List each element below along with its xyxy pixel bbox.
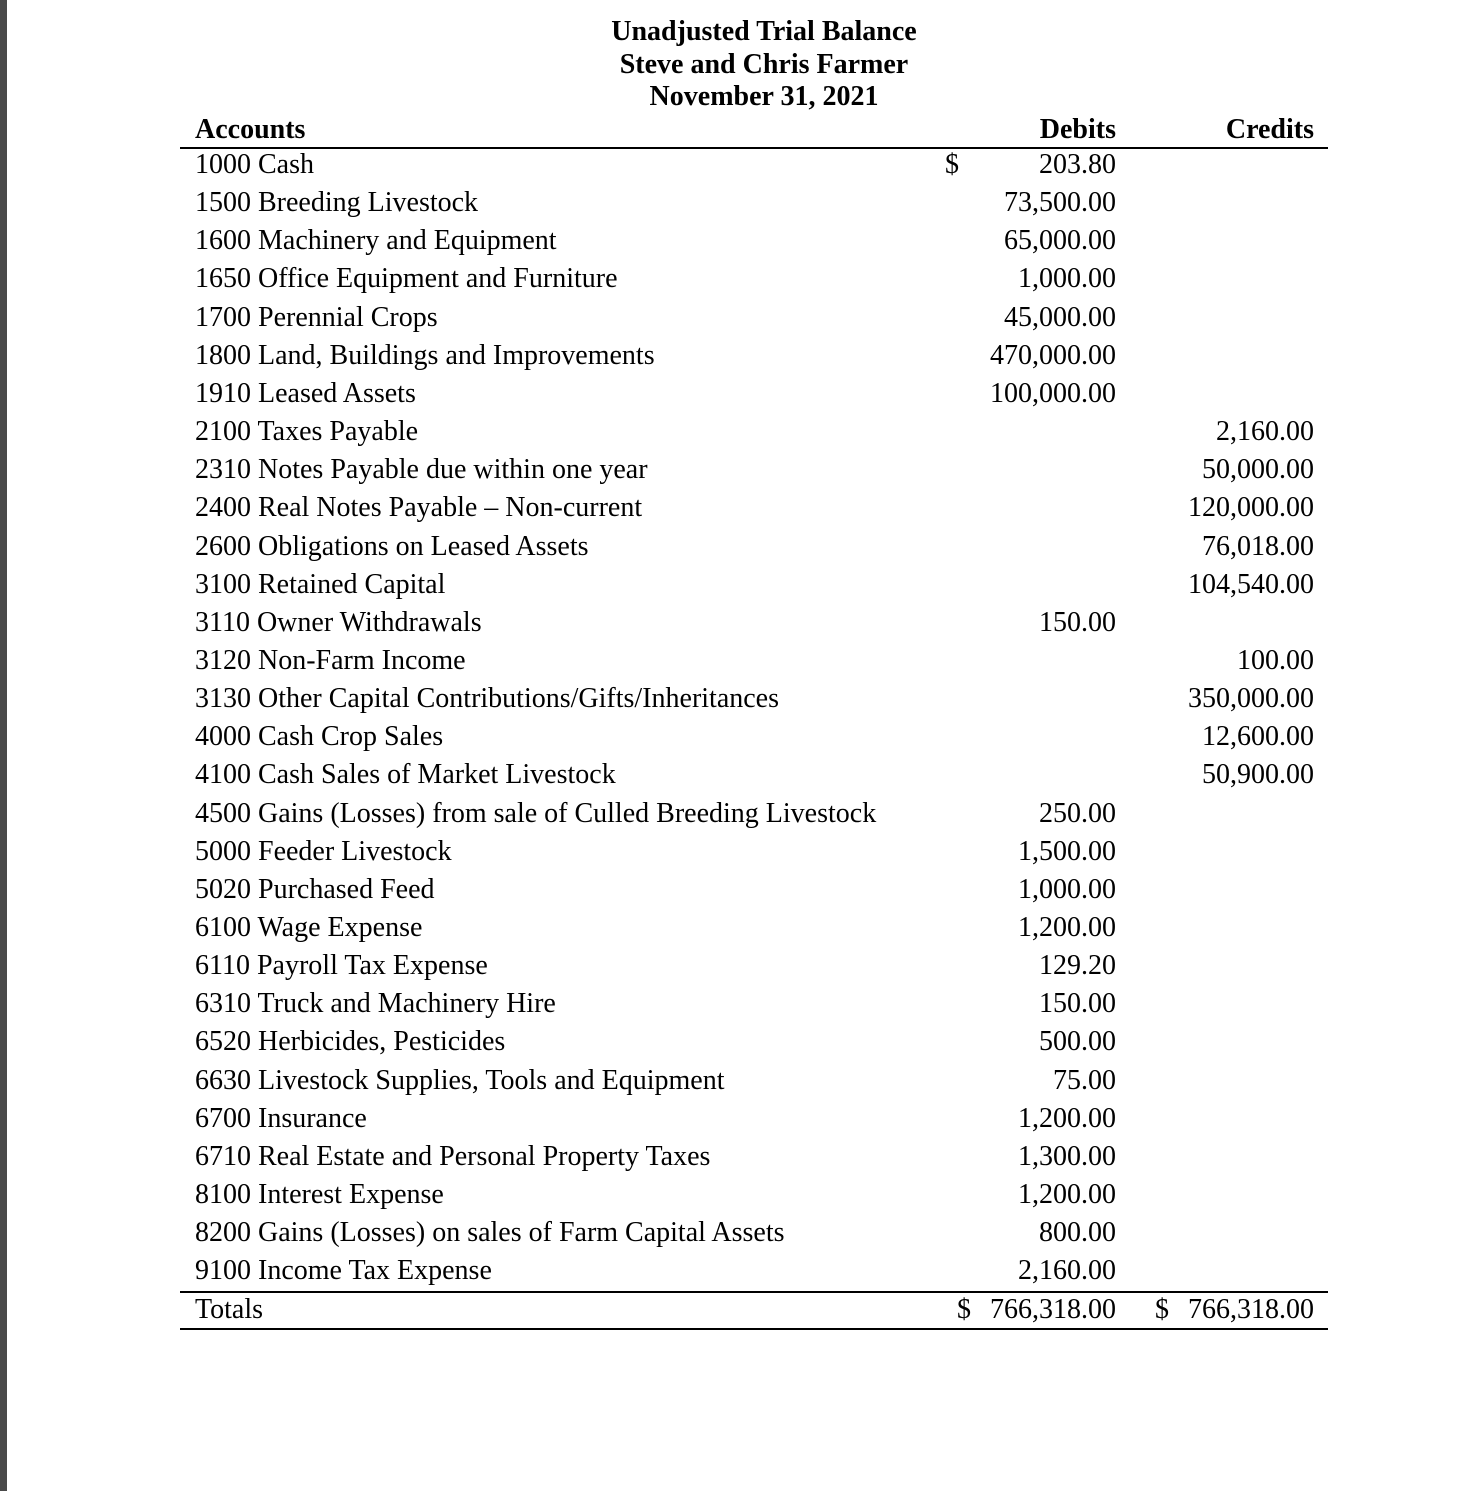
account-name: 3130 Other Capital Contributions/Gifts/Inheritances [195,683,780,715]
table-row [0,1100,1459,1138]
table-row [0,1062,1459,1100]
account-name: 2600 Obligations on Leased Assets [195,530,589,562]
totals-label: Totals [195,1294,264,1325]
table-row [0,1214,1459,1252]
account-name: 4500 Gains (Losses) from sale of Culled Breeding Livestock [195,797,877,829]
credit-value: 120,000.00 [1188,492,1314,524]
account-name: 5020 Purchased Feed [195,873,435,905]
totals-row [0,1291,1459,1329]
account-name: 6310 Truck and Machinery Hire [195,988,556,1020]
account-name: 6100 Wage Expense [195,912,423,943]
debit-value: 2,160.00 [1018,1255,1116,1287]
totals-debit-currency: $ [957,1294,971,1325]
debit-value: 65,000.00 [1004,225,1116,257]
debit-value: 1,500.00 [1018,835,1116,867]
table-row [0,680,1459,718]
table-row [0,1138,1459,1176]
debit-value: 800.00 [1039,1217,1116,1249]
table-row [0,489,1459,527]
account-name: 1000 Cash [195,149,314,180]
table-row [0,718,1459,756]
debit-value: 1,200.00 [1018,912,1116,943]
table-row [0,1252,1459,1290]
account-name: 4000 Cash Crop Sales [195,721,444,753]
entity-name: Steve and Chris Farmer [619,48,909,80]
debit-value: 1,200.00 [1018,1179,1116,1211]
credit-value: 50,900.00 [1202,759,1314,791]
account-name: 8100 Interest Expense [195,1179,444,1211]
table-row [0,146,1459,184]
debit-value: 1,000.00 [1018,873,1116,905]
table-row [0,528,1459,566]
debit-value: 129.20 [1039,950,1116,982]
account-name: 2310 Notes Payable due within one year [195,454,648,486]
credit-value: 2,160.00 [1216,416,1314,448]
table-row [0,985,1459,1023]
debit-value: 73,500.00 [1004,187,1116,219]
table-row [0,451,1459,489]
account-name: 6710 Real Estate and Personal Property Taxes [195,1140,711,1172]
credits-column-header: Credits [1225,114,1314,145]
credit-value: 12,600.00 [1202,721,1314,753]
totals-bottom-rule [180,1328,1328,1330]
table-row [0,871,1459,909]
account-name: 3120 Non-Farm Income [195,644,466,676]
debit-value: 1,000.00 [1018,263,1116,295]
account-name: 6110 Payroll Tax Expense [195,950,488,982]
account-name: 1700 Perennial Crops [195,301,438,333]
account-name: 1500 Breeding Livestock [195,187,479,219]
account-name: 1600 Machinery and Equipment [195,225,557,257]
account-name: 9100 Income Tax Expense [195,1255,492,1287]
credit-value: 350,000.00 [1188,683,1314,715]
table-row [0,1023,1459,1061]
report-date: November 31, 2021 [649,81,879,112]
account-name: 1650 Office Equipment and Furniture [195,263,618,295]
table-row [0,642,1459,680]
debit-value: 150.00 [1039,988,1116,1020]
table-row [0,604,1459,642]
account-name: 2100 Taxes Payable [195,416,419,448]
account-name: 5000 Feeder Livestock [195,835,452,867]
table-row [0,222,1459,260]
debit-value: 1,200.00 [1018,1102,1116,1134]
debit-value: 1,300.00 [1018,1140,1116,1172]
table-row [0,413,1459,451]
account-name: 1910 Leased Assets [195,377,416,409]
table-row [0,566,1459,604]
table-row [0,795,1459,833]
debit-value: 470,000.00 [990,339,1116,371]
account-name: 1800 Land, Buildings and Improvements [195,339,655,371]
table-row [0,337,1459,375]
totals-debit-value: 766,318.00 [990,1294,1116,1325]
account-name: 3110 Owner Withdrawals [195,606,482,638]
table-row [0,756,1459,794]
account-name: 4100 Cash Sales of Market Livestock [195,759,616,791]
table-row [0,909,1459,947]
credit-value: 100.00 [1237,644,1314,676]
accounts-column-header: Accounts [195,114,306,145]
credit-value: 50,000.00 [1202,454,1314,486]
table-row [0,299,1459,337]
table-row [0,260,1459,298]
credit-value: 76,018.00 [1202,530,1314,562]
debit-value: 500.00 [1039,1026,1116,1058]
table-row [0,184,1459,222]
account-name: 6520 Herbicides, Pesticides [195,1026,506,1058]
debits-column-header: Debits [1039,114,1116,145]
debit-value: 250.00 [1039,797,1116,829]
account-name: 6630 Livestock Supplies, Tools and Equipment [195,1064,725,1096]
table-row [0,833,1459,871]
totals-credit-currency: $ [1155,1294,1169,1325]
currency-symbol: $ [945,149,959,180]
account-name: 8200 Gains (Losses) on sales of Farm Capital Assets [195,1217,785,1249]
credit-value: 104,540.00 [1188,568,1314,600]
debit-value: 203.80 [1039,149,1116,180]
debit-value: 100,000.00 [990,377,1116,409]
debit-value: 150.00 [1039,606,1116,638]
account-name: 6700 Insurance [195,1102,367,1134]
debit-value: 45,000.00 [1004,301,1116,333]
table-row [0,375,1459,413]
account-name: 3100 Retained Capital [195,568,446,600]
totals-credit-value: 766,318.00 [1188,1294,1314,1325]
table-row [0,947,1459,985]
account-name: 2400 Real Notes Payable – Non-current [195,492,643,524]
report-title: Unadjusted Trial Balance [611,16,917,47]
table-row [0,1176,1459,1214]
debit-value: 75.00 [1053,1064,1116,1096]
report-header [464,16,1064,114]
